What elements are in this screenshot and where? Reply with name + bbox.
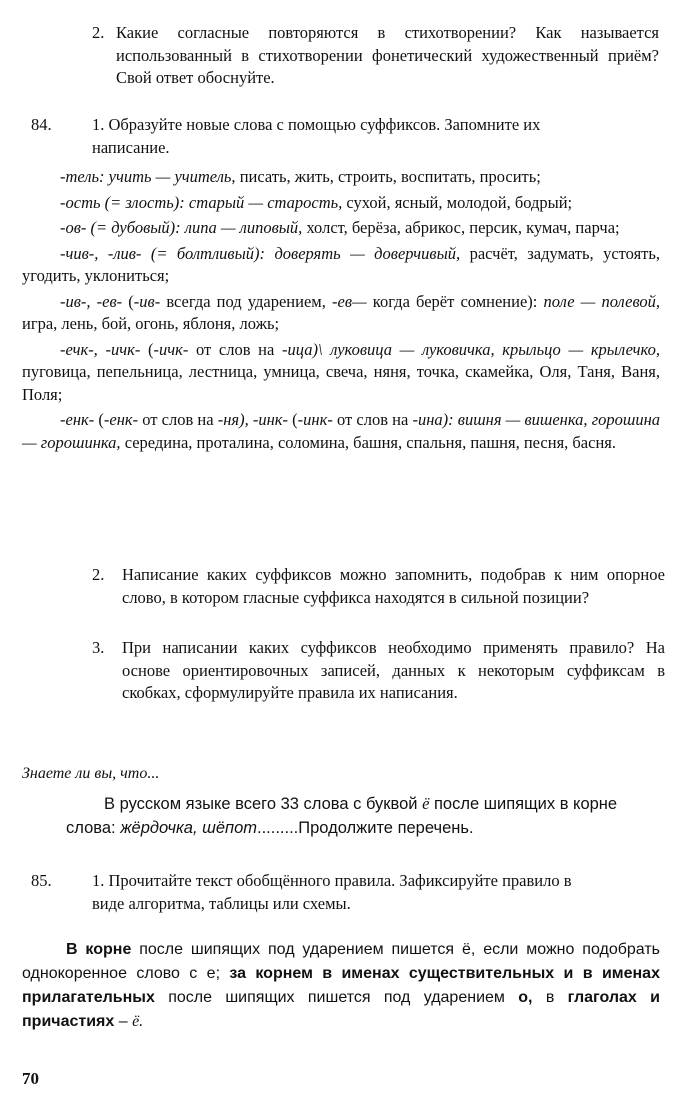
page-number: 70 (22, 1069, 39, 1088)
did-you-know-text: В русском языке всего 33 слова с буквой ё после шипящих в корне слова: жёрдочка, шёпот.........Продолжите перечень. (66, 794, 618, 837)
task-number: 2. (92, 565, 105, 584)
question-2-block (92, 22, 659, 90)
task-text: Образуйте новые слова с помощью суффиксов. Запомните их написание. (92, 115, 541, 157)
generalized-rule: В корне после шипящих под ударением пишется ё, если можно подобрать однокоренное слово с е; за корнем в именах существительных и в именах прилагательных после шипящих пишется под ударением о, в глаголах и причастиях – ё. (22, 941, 660, 1030)
suffix-entry-enk-ink: -енк- (-енк- от слов на -ня), -инк- (-инк- от слов на -ина): вишня — вишенка, горошина — горошинка, середина, проталина, соломина, башня, спальня, пашня, песня, басня. (22, 410, 661, 452)
suffix-entry-echk-ichk: -ечк-, -ичк- (-ичк- от слов на -ица)\ луковица — луковичка, крыльцо — крылечко, пуговица, пепельница, лестница, умница, свеча, няня, точка, скамейка, Оля, Таня, Ваня, Поля; (22, 339, 661, 404)
question-number: 2. (92, 23, 105, 42)
question-text: Какие согласные повторяются в стихотворении? Как называется использованный в стихотворении фонетический художественный приём? Свой ответ обоснуйте. (116, 23, 659, 87)
task-number: 1. (92, 871, 105, 890)
exercise-85-task-1 (92, 870, 597, 915)
suffix-entry-tel: -тель: учить — учитель, писать, жить, строить, воспитать, просить; (60, 167, 541, 186)
did-you-know-title: Знаете ли вы, что... (22, 765, 160, 782)
task-text: При написании каких суффиксов необходимо применять правило? На основе ориентировочных записей, данных к некоторым суффиксам в скобках, сформулируйте правила их написания. (122, 638, 665, 702)
task-text: Написание каких суффиксов можно запомнить, подобрав к ним опорное слово, в котором гласные суффикса находятся в сильной позиции? (122, 565, 665, 607)
suffix-entry-chiv-liv: -чив-, -лив- (= болтливый): доверять — доверчивый, расчёт, задумать, устоять, угодить, уклониться; (22, 243, 661, 285)
suffix-entry-ost: -ость (= злость): старый — старость, сухой, ясный, молодой, бодрый; (60, 192, 573, 212)
exercise-84-task-1 (92, 114, 612, 159)
task-number: 1. (92, 115, 105, 134)
exercise-84-task-3 (92, 637, 665, 705)
suffix-entry-iv-ev: -ив-, -ев- (-ив- всегда под ударением, -ев— когда берёт сомнение): поле — полевой, игра, лень, бой, огонь, яблоня, ложь; (22, 291, 661, 333)
exercise-number-85: 85. (31, 871, 52, 890)
task-number: 3. (92, 638, 105, 657)
task-text: Прочитайте текст обобщённого правила. Зафиксируйте правило в виде алгоритма, таблицы или схемы. (92, 871, 572, 913)
suffix-list (22, 166, 660, 454)
suffix-entry-ov: -ов- (= дубовый): липа — липовый, холст, берёза, абрикос, персик, кумач, парча; (60, 218, 620, 237)
exercise-84-task-2 (92, 564, 665, 609)
exercise-number-84: 84. (31, 115, 52, 134)
